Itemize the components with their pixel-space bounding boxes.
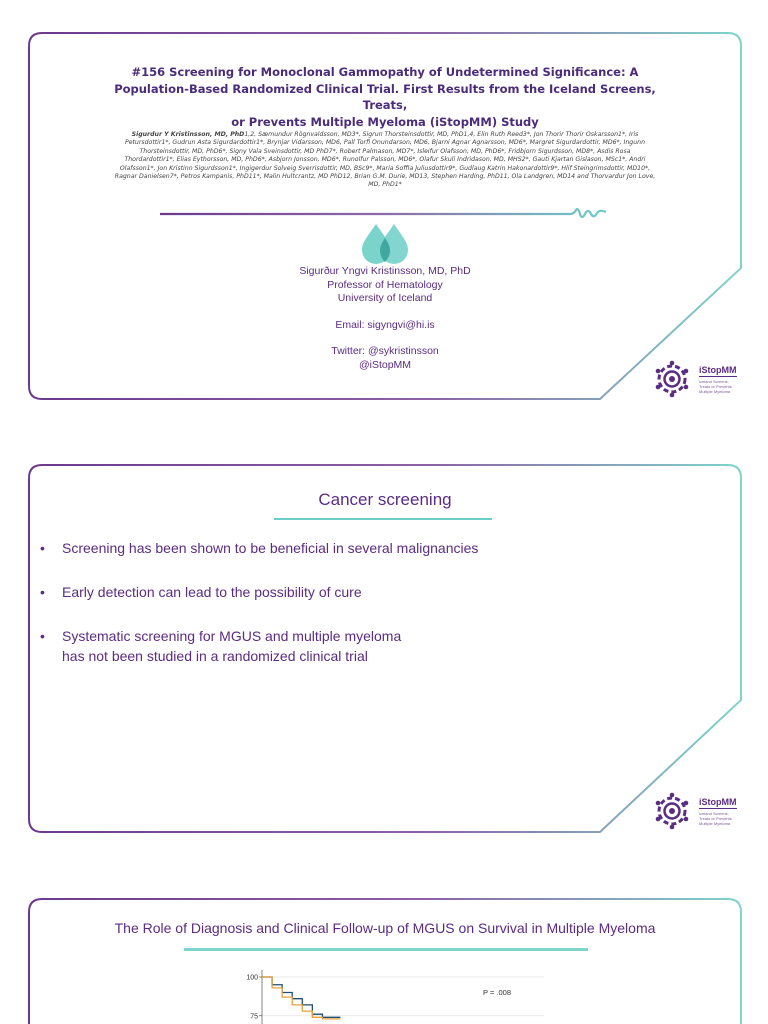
title-line: #156 Screening for Monoclonal Gammopathy of Undetermined Significance: A: [131, 65, 639, 79]
y-tick-label: 100: [246, 974, 258, 982]
poster-title: [108, 64, 662, 130]
slide-title: The Role of Diagnosis and Clinical Follow-up of MGUS on Survival in Multiple Myeloma: [114, 920, 656, 936]
presenter-email[interactable]: Email: sigyngvi@hi.is: [335, 318, 435, 331]
bullet-item: [36, 538, 556, 558]
y-tick-label: 75: [250, 1013, 258, 1021]
bullet-text: has not been studied in a randomized clinical trial: [62, 648, 368, 664]
presenter-twitter[interactable]: Twitter: @sykristinsson: [331, 345, 439, 357]
slide-title: [28, 32, 742, 400]
drops-icon: [358, 222, 412, 264]
logo-name: iStopMM: [699, 797, 737, 807]
bullet-dot: •: [40, 540, 45, 556]
logo-tagline: Iceland Screens,: [699, 379, 729, 384]
logo-tagline: Treats or Prevents: [699, 816, 732, 821]
author-list: [114, 131, 656, 190]
logo-tagline: Iceland Screens,: [699, 811, 729, 816]
bullet-dot: •: [40, 584, 45, 600]
survival-curve-2: [262, 977, 340, 1019]
divider-wave: [160, 207, 610, 221]
presenter-info: [228, 265, 542, 372]
logo-tagline: Multiple Myeloma: [699, 821, 731, 826]
bullet-text: Systematic screening for MGUS and multiple myeloma: [62, 628, 402, 644]
slide-title: Cancer screening: [318, 490, 452, 509]
logo-tagline: Multiple Myeloma: [699, 389, 731, 394]
chart-series: [262, 977, 340, 1019]
title-line: or Prevents Multiple Myeloma (iStopMM) Study: [231, 114, 539, 129]
slide-mgus-survival: [28, 898, 742, 1024]
slide-cancer-screening: [28, 464, 742, 834]
bullet-text: Early detection can lead to the possibility of cure: [62, 584, 362, 600]
logo-gear-icon: [652, 791, 692, 831]
presenter-role: Professor of Hematology: [327, 278, 443, 291]
bullet-item: [36, 582, 556, 602]
co-authors: 1,2, Sæmundur Rögnvaldsson, MD3*, Sigrun Thorsteinsdottir, MD, PhD1,4, Elin Ruth Reed3*, Jon Thorir Thorir Oskarsson1*, Iris Petursdottir1*, Gudrun Asta Sigurdardottir1*, Brynjar Vidarsson, MD6, Pall Torfi Onundarson, MD6, Bjarni Agnar Agnarsson, MD6*, Margret Sigurdardottir, MD6*, Ingunn Thorsteinsdottir, MD, PhD6*, Signy Vala Sveinsdottir, MD PhD7*, Robert Palmason, MD7*, Isleifur Olafsson, MD, PhD6*, Fridbjorn Sigurdsson, MD8*, Asdis Rosa Thordardottir1*, Elias Eythorsson, MD, PhD6*, Asbjorn Jonsson, MD6*, Runolfur Palsson, MD6*, Olafur Skuli Indridason, MD, MHS2*, Gauti Kjartan Gislason, MSc1*, Andri Olafsson1*, Jon Kristinn Sigurdsson1*, Ingigerdur Solveig Sverrisdottir, MD, BSc9*, Maria Soffia Juliusdottir9*, Gudlaug Katrin Hakonardottir9*, Hlif Steingrimsdottir, MD10*, Ragnar Danielsen7*, Petros Kampanis, PhD11*, Malin Hultcrantz, MD PhD12, Brian G.M. Durie, MD13, Stephen Harding, PhD11, Ola Landgren, MD14 and Thorvardur Jon Love, MD, PhD1*: [114, 131, 656, 189]
bullet-list: [36, 538, 556, 690]
project-twitter[interactable]: @iStopMM: [358, 358, 412, 371]
chart-axis: [259, 970, 262, 1024]
survival-chart: [228, 970, 558, 1024]
title-underline: [274, 518, 492, 520]
presenter-name: Sigurður Yngvi Kristinsson, MD, PhD: [299, 265, 471, 277]
logo-name: iStopMM: [699, 365, 737, 375]
title-underline: [184, 948, 588, 951]
p-value-annotation: P = .008: [483, 988, 512, 997]
title-line: Population-Based Randomized Clinical Trial. First Results from the Iceland Screens, Treats,: [114, 81, 656, 112]
logo-tagline: Treats or Prevents: [699, 384, 732, 389]
chart-tick-labels: [246, 975, 258, 1021]
lead-author: Sigurdur Y Kristinsson, MD, PhD: [131, 131, 245, 138]
logo-gear-icon: [652, 359, 692, 399]
survival-curve-1: [262, 977, 340, 1017]
bullet-dot: •: [40, 628, 45, 644]
bullet-text: Screening has been shown to be beneficial in several malignancies: [62, 540, 479, 556]
bullet-item: [36, 626, 556, 666]
presenter-org: University of Iceland: [337, 292, 433, 304]
